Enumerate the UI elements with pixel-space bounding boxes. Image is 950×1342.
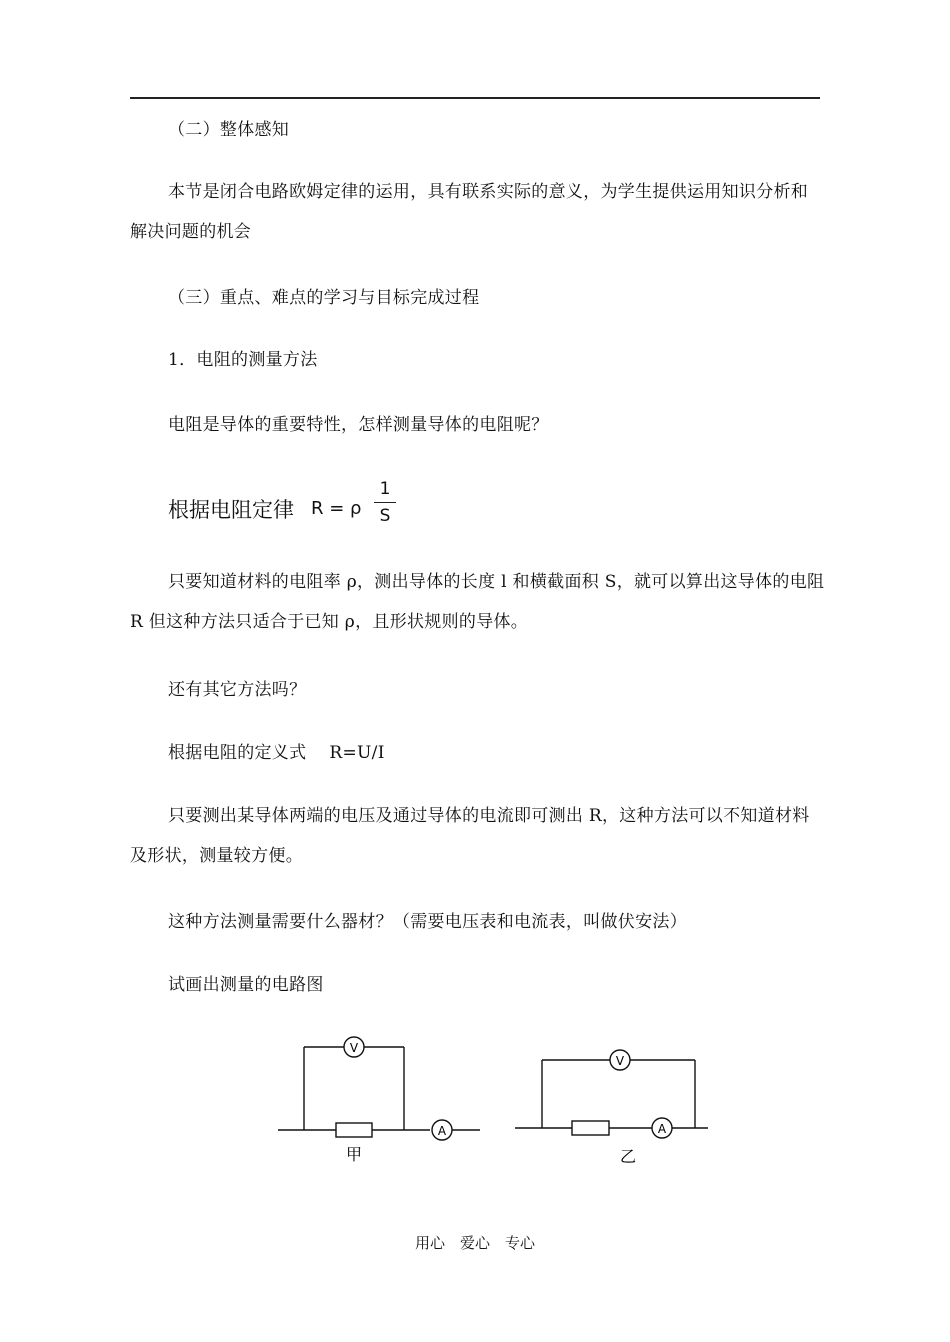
paragraph-question: 电阻是导体的重要特性，怎样测量导体的电阻呢？ [168, 415, 549, 435]
paragraph-draw-circuit: 试画出测量的电路图 [168, 975, 324, 995]
header-rule [130, 97, 820, 99]
circuit-diagrams [270, 1030, 720, 1170]
section-heading-overview: （二）整体感知 [168, 120, 290, 140]
formula-fraction [374, 478, 396, 527]
subheading-resistance-measurement: 1．电阻的测量方法 [168, 350, 318, 370]
resistor-icon [572, 1121, 609, 1135]
circuit-caption-right: 乙 [619, 1147, 637, 1166]
paragraph-other-methods: 还有其它方法吗？ [168, 680, 307, 700]
ammeter-label: A [437, 1124, 447, 1138]
fraction-bar [374, 502, 396, 503]
formula-numerator: 1 [379, 479, 391, 499]
ammeter-label: A [657, 1122, 667, 1136]
circuit-right [515, 1050, 708, 1138]
paragraph-resistivity: 只要知道材料的电阻率 ρ，测出导体的长度 l 和横截面积 S，就可以算出这导体的电阻 R 但这种方法只适合于已知 ρ，且形状规则的导体。 [130, 572, 825, 632]
circuit-caption-left: 甲 [345, 1145, 363, 1164]
resistor-icon [336, 1123, 372, 1137]
formula-denominator: S [379, 506, 391, 526]
paragraph-equipment: 这种方法测量需要什么器材？（需要电压表和电流表，叫做伏安法） [168, 912, 687, 932]
circuit-left [278, 1037, 480, 1140]
page-footer: 用心 爱心 专心 [414, 1234, 535, 1252]
section-heading-key-points: （三）重点、难点的学习与目标完成过程 [168, 288, 480, 308]
formula-label: 根据电阻定律 [168, 498, 294, 522]
voltmeter-label: V [615, 1054, 625, 1068]
voltmeter-label: V [349, 1041, 359, 1055]
paragraph-definition: 根据电阻的定义式 R=U/I [168, 743, 385, 763]
formula-lhs: R = ρ [311, 498, 362, 519]
paragraph-voltage-current: 只要测出某导体两端的电压及通过导体的电流即可测出 R，这种方法可以不知道材料及形状，测量较方便。 [130, 806, 810, 866]
paragraph-intro: 本节是闭合电路欧姆定律的运用，具有联系实际的意义，为学生提供运用知识分析和解决问题的机会 [130, 182, 809, 242]
